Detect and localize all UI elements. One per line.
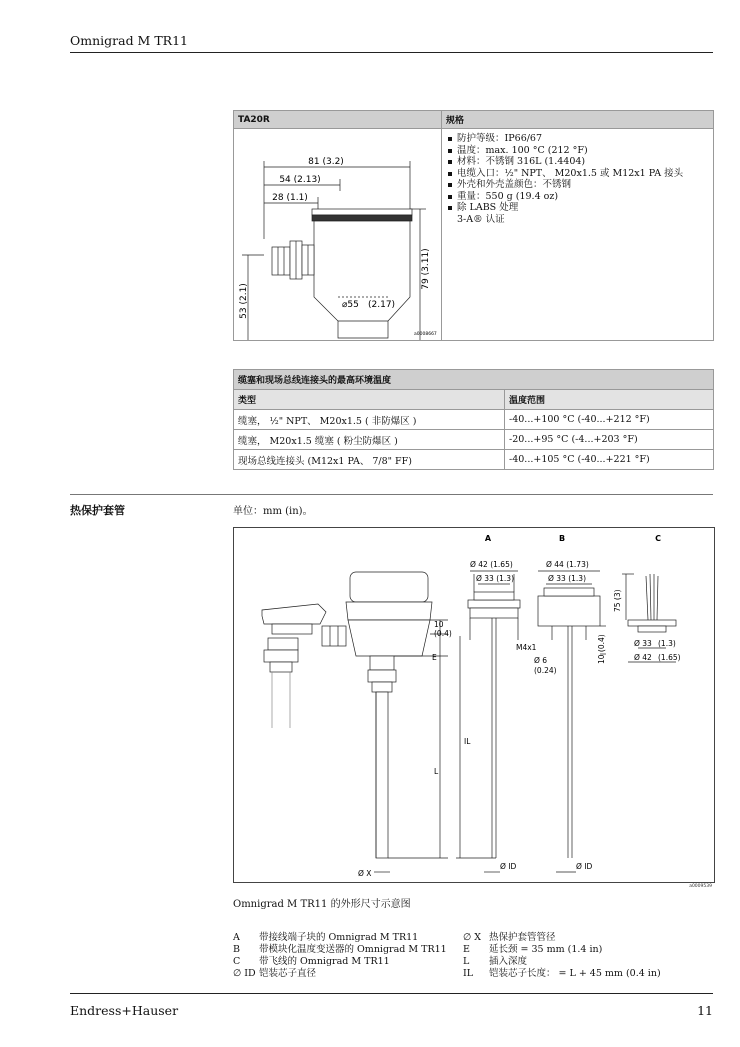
dim-ox: Ø X [358,869,372,878]
dim-81: 81 (3.2) [308,157,344,167]
page-number: 11 [697,1003,713,1018]
legend-item [463,944,661,956]
legend-right [463,932,661,980]
legend-text: 铠装芯子直径 [259,968,317,979]
dim-ten: 10 [434,620,444,629]
thermowell-dimension-figure [233,527,715,889]
temp-col-range: 温度范围 [505,390,714,410]
footer-brand: Endress+Hauser [70,1003,179,1018]
legend-text: 热保护套管管径 [489,932,556,943]
legend-key: IL [463,968,474,979]
legend-key: L [463,956,470,967]
temp-range-cell: -20...+95 °C (-4...+203 °F) [505,430,714,450]
dim-d6-in: (0.24) [534,666,557,675]
dim-b-oid: Ø ID [576,862,593,871]
housing-drawing-cell [234,129,442,341]
table-row [234,450,714,470]
legend-text: 带模块化温度变送器的 Omnigrad M TR11 [259,944,447,955]
spec-list [448,133,707,225]
dim-b-d33: Ø 33 (1.3) [548,574,586,583]
dim-ten-in: (0.4) [434,629,452,638]
figure-label-a: A [484,534,492,543]
legend-item [463,932,661,944]
dim-a-oid: Ø ID [500,862,517,871]
temp-range-cell: -40...+105 °C (-40...+221 °F) [505,450,714,470]
spec-col-ta20r: TA20R [234,111,442,129]
legend-item [233,944,447,956]
legend-key: ∅ ID [233,968,256,979]
spec-item: 外壳和外壳盖颜色：不锈钢 [448,179,707,191]
header-rule [70,52,713,53]
legend-text: 带飞线的 Omnigrad M TR11 [259,956,390,967]
figure-number: a0008667 [414,332,437,337]
legend-key: A [233,932,240,943]
dim-il: IL [464,737,471,746]
thermowell-drawing [234,528,714,882]
legend-text: 带接线端子块的 Omnigrad M TR11 [259,932,419,943]
dim-b10: 10 (0.4) [597,634,606,664]
dim-c33-in: (1.3) [658,639,676,648]
spec-item: 重量：550 g (19.4 oz) [448,191,707,203]
spec-item: 电缆入口：½" NPT、 M20x1.5 或 M12x1 PA 接头 [448,168,707,180]
dim-c75: 75 (3) [613,589,622,612]
temp-type-cell: 现场总线连接头 (M12x1 PA、 7/8" FF) [234,450,505,470]
section-title: 热保护套管 [70,504,125,517]
housing-dimension-drawing [234,129,441,340]
legend-key: B [233,944,240,955]
dim-55: ⌀55 [342,300,359,310]
legend-left [233,932,447,980]
running-header: Omnigrad M TR11 [70,33,188,48]
spec-col-spec: 规格 [442,111,714,129]
dim-c42-in: (1.65) [658,653,681,662]
legend-item [233,968,447,980]
spec-item: 材料：不锈钢 316L (1.4404) [448,156,707,168]
legend-text: 铠装芯子长度： = L + 45 mm (0.4 in) [489,968,661,979]
dim-b-d44: Ø 44 (1.73) [546,560,589,569]
table-row [234,410,714,430]
legend-text: 插入深度 [489,956,528,967]
spec-item: 防护等级：IP66/67 [448,133,707,145]
footer-rule [70,993,713,994]
dim-a-d42: Ø 42 (1.65) [470,560,513,569]
legend-item [463,956,661,968]
dim-53: 53 (2.1) [239,283,249,319]
legend-key: C [233,956,241,967]
legend-item [463,968,661,980]
legend-text: 延长颈 = 35 mm (1.4 in) [489,944,603,955]
spec-item-3a: 3-A® 认证 [457,213,505,225]
figure-label-b: B [558,534,566,543]
temp-range-cell: -40...+100 °C (-40...+212 °F) [505,410,714,430]
dim-d6: Ø 6 [534,656,548,665]
dim-m4: M4x1 [516,643,537,652]
ambient-temperature-table [233,369,714,470]
dim-79: 79 (3.11) [421,248,431,290]
dim-c33: Ø 33 [634,639,652,648]
legend-key: ∅ X [463,932,482,943]
section-rule [70,494,713,495]
dim-28: 28 (1.1) [272,193,308,203]
legend-item [233,956,447,968]
figure-caption: Omnigrad M TR11 的外形尺寸示意图 [233,899,411,910]
temp-type-cell: 缆塞， M20x1.5 缆塞 ( 粉尘防爆区 ) [234,430,505,450]
dim-e: E [432,653,437,662]
unit-note: 单位：mm (in)。 [233,506,313,517]
dim-l: L [434,767,439,776]
temp-col-type: 类型 [234,390,505,410]
legend-item [233,932,447,944]
table-row [234,430,714,450]
temp-table-title: 缆塞和现场总线连接头的最高环境温度 [234,370,714,390]
dim-a-d33: Ø 33 (1.3) [476,574,514,583]
legend-key: E [463,944,470,955]
dim-54: 54 (2.13) [279,175,321,185]
spec-item: 除 LABS 处理 [448,202,707,214]
figure-number: a0009539 [689,884,712,889]
spec-item: 温度：max. 100 °C (212 °F) [448,145,707,157]
spec-list-cell [442,129,714,341]
dim-217: (2.17) [368,300,396,310]
temp-type-cell: 缆塞， ½" NPT、 M20x1.5 ( 非防爆区 ) [234,410,505,430]
dim-c42: Ø 42 [634,653,652,662]
figure-label-c: C [655,534,661,543]
spec-table [233,110,714,341]
